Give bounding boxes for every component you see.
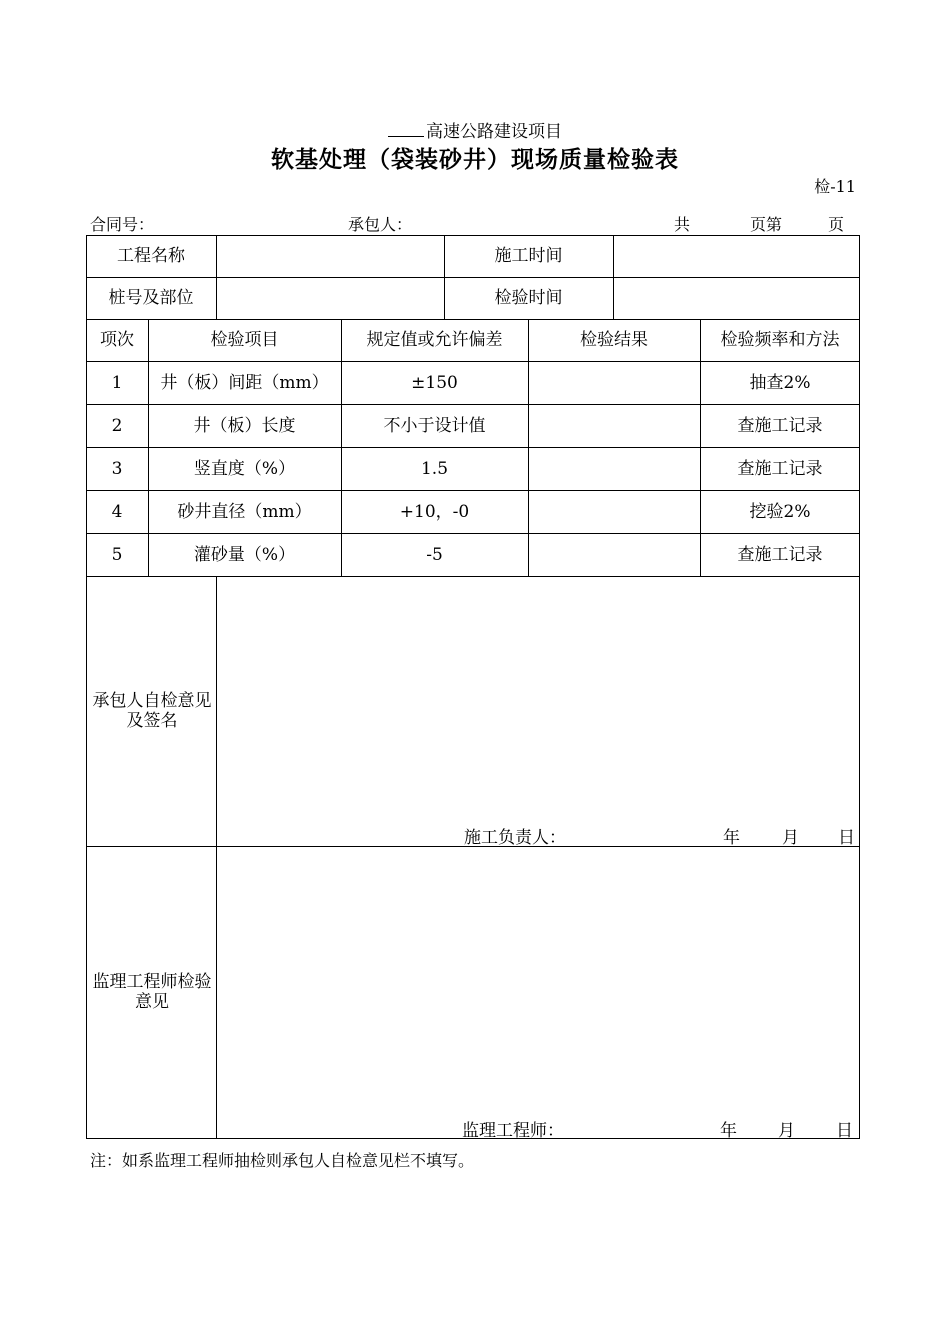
supervisor-signer-label: 监理工程师：: [462, 1121, 564, 1141]
contract-number-label: 合同号：: [90, 215, 155, 234]
row-item: 井（板）长度: [193, 415, 296, 436]
project-name-blank: [388, 122, 424, 137]
total-pages-label: 共: [674, 215, 691, 234]
self-check-opinion-field[interactable]: [217, 577, 859, 807]
footnote: 注：如系监理工程师抽检则承包人自检意见栏不填写。: [90, 1151, 475, 1170]
row-number: 1: [111, 372, 123, 393]
project-suffix: 高速公路建设项目: [426, 122, 562, 142]
supervisor-opinion-field[interactable]: [217, 847, 859, 1097]
station-label: 桩号及部位: [108, 288, 194, 308]
row-item: 井（板）间距（mm）: [160, 372, 329, 393]
column-header-spec: 规定值或允许偏差: [366, 330, 503, 350]
row-method: 抽查2%: [749, 372, 811, 393]
page-number-label: 页第: [750, 215, 783, 234]
row-number: 3: [111, 458, 123, 479]
page-title: 软基处理（袋装砂井）现场质量检验表: [271, 146, 679, 173]
column-header-no: 项次: [100, 330, 134, 350]
row-result-field[interactable]: [528, 490, 700, 533]
row-result-field[interactable]: [528, 404, 700, 447]
supervisor-day: 日: [836, 1121, 853, 1141]
column-header-item: 检验项目: [210, 330, 279, 350]
row-method: 挖验2%: [749, 501, 811, 522]
self-check-label: 承包人自检意见及签名: [92, 691, 212, 731]
construction-time-field[interactable]: [614, 235, 859, 277]
row-spec: 不小于设计值: [383, 415, 486, 436]
self-check-year: 年: [723, 828, 740, 848]
inspection-time-label: 检验时间: [494, 288, 563, 308]
row-result-field[interactable]: [528, 361, 700, 404]
row-number: 5: [111, 544, 123, 565]
form-code: 检-11: [814, 177, 856, 196]
row-method: 查施工记录: [737, 544, 823, 565]
supervisor-month: 月: [778, 1121, 795, 1141]
inspection-time-field[interactable]: [614, 277, 859, 319]
project-subtitle: [0, 117, 950, 142]
row-item: 竖直度（%）: [193, 458, 296, 479]
inspection-form: [86, 235, 860, 1139]
row-item: 灌砂量（%）: [193, 544, 296, 565]
contractor-label: 承包人：: [348, 215, 413, 234]
column-header-method: 检验频率和方法: [720, 330, 840, 350]
column-header-result: 检验结果: [580, 330, 648, 350]
page-end-label: 页: [828, 215, 845, 234]
row-result-field[interactable]: [528, 533, 700, 576]
station-field[interactable]: [217, 277, 444, 319]
row-method: 查施工记录: [737, 458, 823, 479]
row-method: 查施工记录: [737, 415, 823, 436]
row-result-field[interactable]: [528, 447, 700, 490]
self-check-month: 月: [782, 828, 799, 848]
supervisor-year: 年: [720, 1121, 737, 1141]
row-spec: -5: [426, 544, 443, 565]
row-item: 砂井直径（mm）: [177, 501, 312, 522]
project-name-field[interactable]: [217, 235, 444, 277]
row-spec: 1.5: [420, 458, 449, 479]
construction-time-label: 施工时间: [494, 246, 563, 266]
self-check-day: 日: [838, 828, 855, 848]
row-spec: +10，-0: [399, 501, 470, 522]
site-manager-label: 施工负责人：: [464, 828, 566, 848]
row-number: 2: [111, 415, 123, 436]
row-spec: ±150: [411, 372, 458, 393]
supervisor-opinion-label: 监理工程师检验意见: [92, 972, 212, 1012]
project-name-label: 工程名称: [117, 246, 185, 266]
row-number: 4: [111, 501, 123, 522]
